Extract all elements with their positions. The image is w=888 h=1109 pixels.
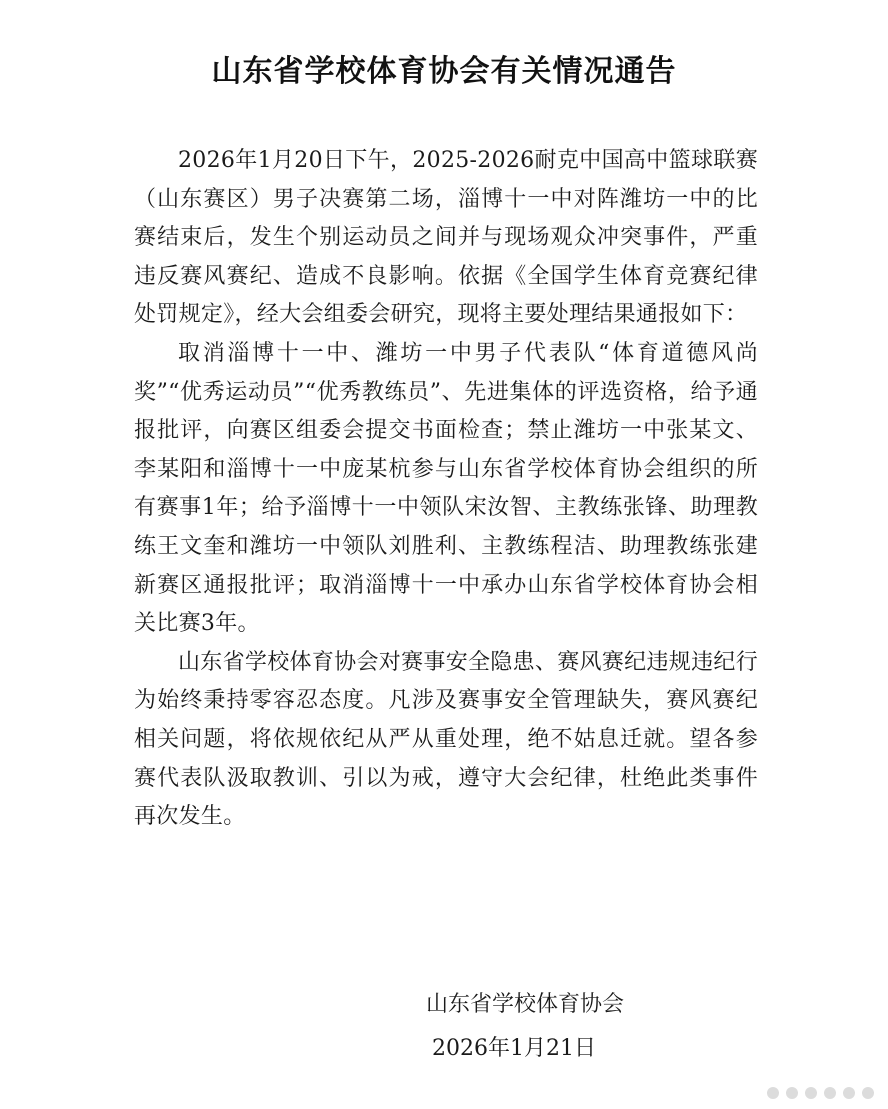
paragraph-statement: 山东省学校体育协会对赛事安全隐患、赛风赛纪违规违纪行为始终秉持零容忍态度。凡涉及赛事安全管理缺失，赛风赛纪相关问题，将依规依纪从严从重处理，绝不姑息迁就。望各参赛代表队汲取教训、引以为戒，遵守大会纪律，杜绝此类事件再次发生。 bbox=[134, 649, 758, 830]
watermark-dot bbox=[786, 1087, 798, 1099]
watermark-dot bbox=[843, 1087, 855, 1099]
watermark-dot bbox=[862, 1087, 874, 1099]
document-body bbox=[134, 142, 758, 837]
document-title: 山东省学校体育协会有关情况通告 bbox=[211, 54, 677, 89]
paragraph-penalties: 取消淄博十一中、潍坊一中男子代表队“体育道德风尚奖”“优秀运动员”“优秀教练员”、先进集体的评选资格，给予通报批评，向赛区组委会提交书面检查；禁止潍坊一中张某文、李某阳和淄博十一中庞某杭参与山东省学校体育协会组织的所有赛事1年；给予淄博十一中领队宋汝智、主教练张锋、助理教练王文奎和潍坊一中领队刘胜利、主教练程洁、助理教练张建新赛区通报批评；取消淄博十一中承办山东省学校体育协会相关比赛3年。 bbox=[134, 340, 758, 637]
signature-date: 2026年1月21日 bbox=[432, 1036, 596, 1061]
signature-block bbox=[330, 983, 750, 1071]
signature-organization: 山东省学校体育协会 bbox=[426, 992, 625, 1017]
watermark-dots-icon bbox=[767, 1087, 874, 1099]
paragraph-incident: 2026年1月20日下午，2025-2026耐克中国高中篮球联赛（山东赛区）男子决赛第二场，淄博十一中对阵潍坊一中的比赛结束后，发生个别运动员之间并与现场观众冲突事件，严重违反赛风赛纪、造成不良影响。依据《全国学生体育竞赛纪律处罚规定》，经大会组委会研究，现将主要处理结果通报如下： bbox=[134, 148, 758, 328]
watermark-dot bbox=[805, 1087, 817, 1099]
watermark-dot bbox=[824, 1087, 836, 1099]
watermark-dot bbox=[767, 1087, 779, 1099]
